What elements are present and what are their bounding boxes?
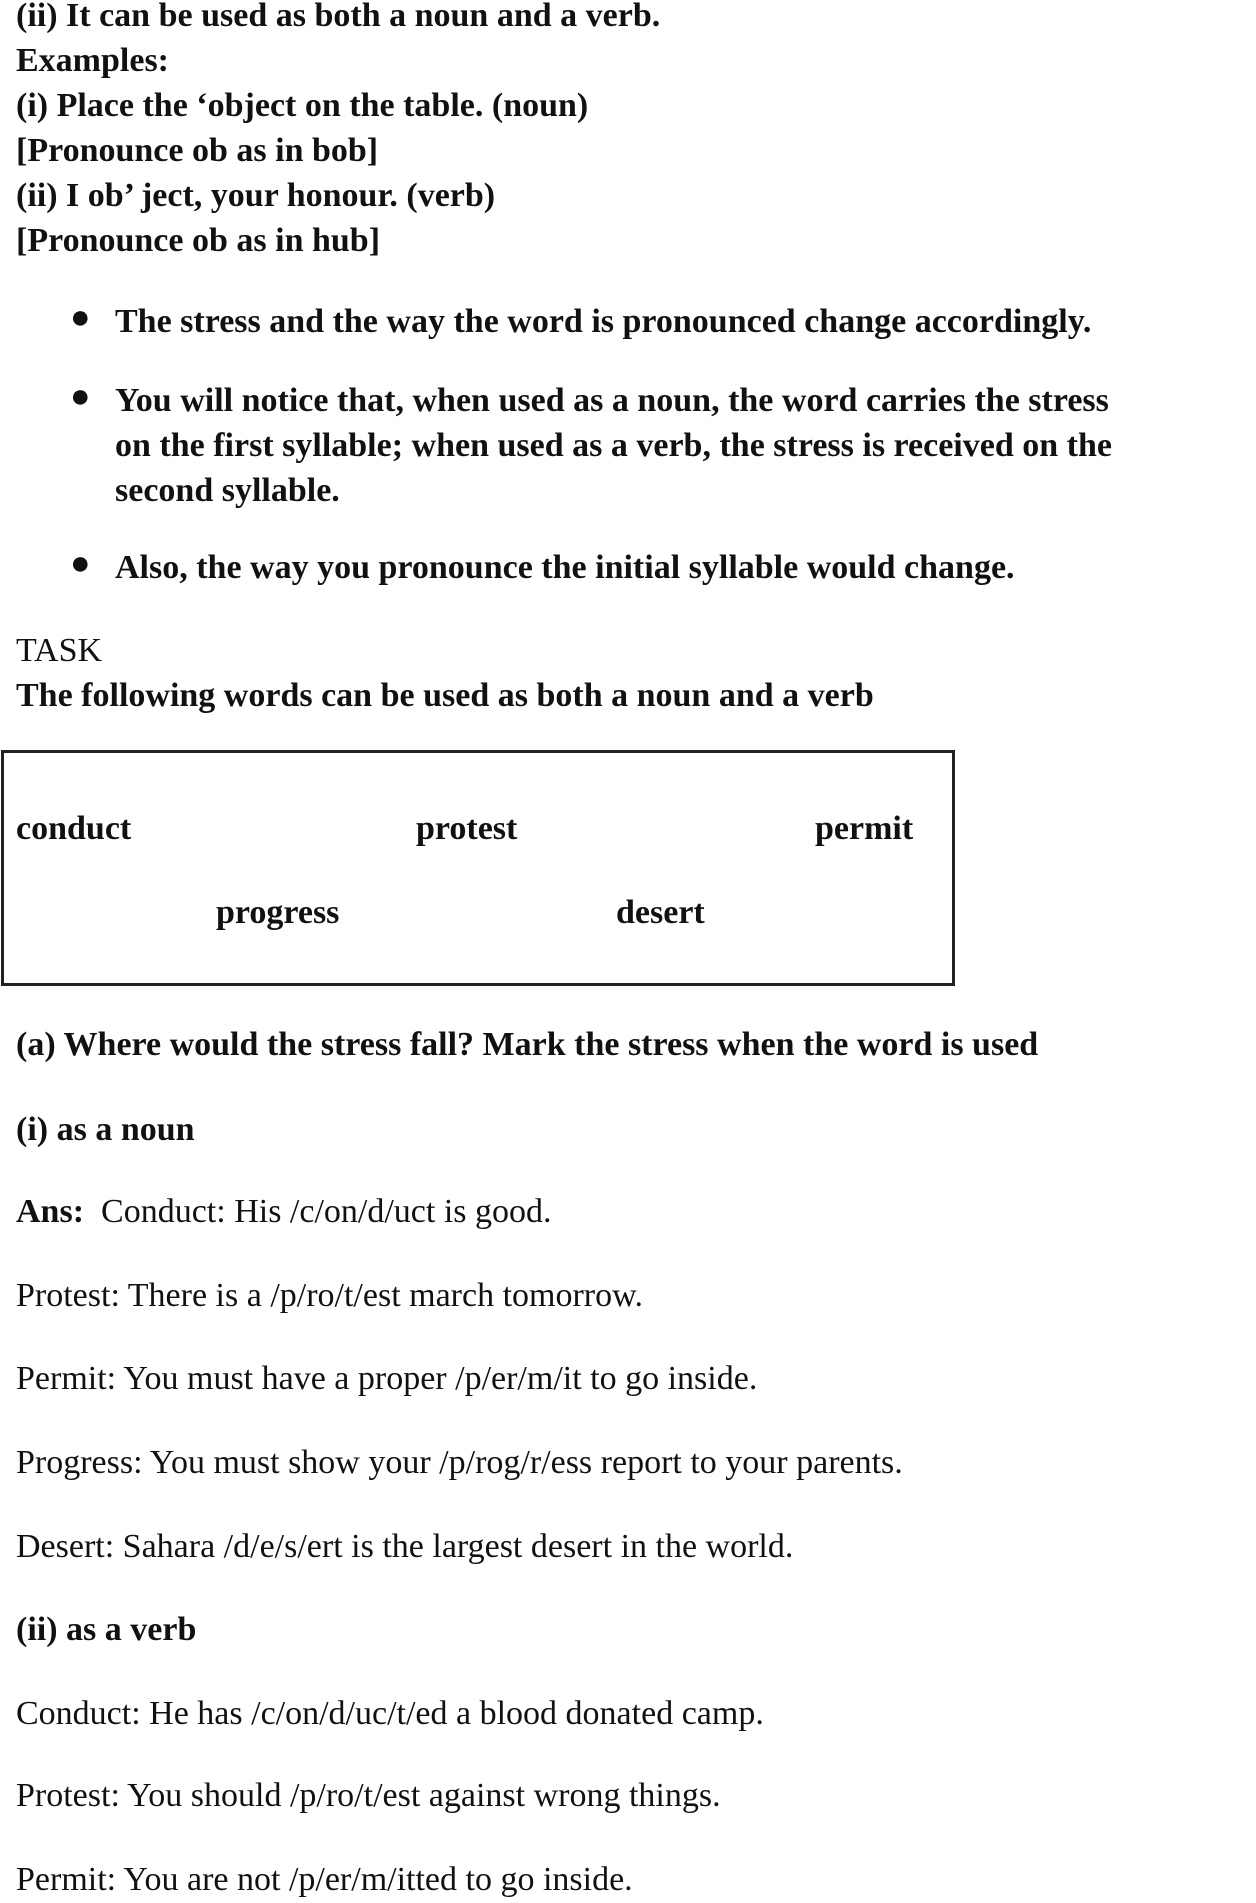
task-heading: TASK <box>16 632 103 669</box>
ans-label: Ans: <box>16 1193 85 1230</box>
word-protest: protest <box>416 810 518 847</box>
example-verb-note: [Pronounce ob as in hub] <box>16 222 381 259</box>
word-progress: progress <box>216 894 340 931</box>
bullet-text: You will notice that, when used as a noun, the word carries the stress <box>115 382 1109 419</box>
example-noun-note: [Pronounce ob as in bob] <box>16 132 379 169</box>
answer-line: Progress: You must show your /p/rog/r/ess report to your parents. <box>16 1444 903 1481</box>
bullet-text: second syllable. <box>115 472 340 509</box>
word-permit: permit <box>815 810 914 847</box>
task-instruction: The following words can be used as both a noun and a verb <box>16 677 874 714</box>
answer-line: Desert: Sahara /d/e/s/ert is the largest desert in the world. <box>16 1528 794 1565</box>
verb-heading: (ii) as a verb <box>16 1611 197 1648</box>
bullet-icon: ● <box>70 378 91 415</box>
bullet-text: Also, the way you pronounce the initial syllable would change. <box>115 549 1015 586</box>
answer-line: Protest: There is a /p/ro/t/est march tomorrow. <box>16 1277 643 1314</box>
bullet-text: on the first syllable; when used as a verb, the stress is received on the <box>115 427 1112 464</box>
examples-label: Examples: <box>16 42 169 79</box>
answer-line: Protest: You should /p/ro/t/est against wrong things. <box>16 1777 721 1814</box>
bullet-icon: ● <box>70 545 91 582</box>
question-a: (a) Where would the stress fall? Mark the stress when the word is used <box>16 1026 1039 1063</box>
bullet-icon: ● <box>70 299 91 336</box>
answer-line: Conduct: He has /c/on/d/uc/t/ed a blood donated camp. <box>16 1695 764 1732</box>
noun-heading: (i) as a noun <box>16 1111 195 1148</box>
answer-line: Permit: You are not /p/er/m/itted to go inside. <box>16 1861 633 1898</box>
example-noun: (i) Place the ‘object on the table. (noun) <box>16 87 589 124</box>
example-verb: (ii) I ob’ ject, your honour. (verb) <box>16 177 496 214</box>
bullet-text: The stress and the way the word is pronounced change accordingly. <box>115 303 1092 340</box>
intro-point: (ii) It can be used as both a noun and a verb. <box>16 0 661 34</box>
answer-line <box>16 1192 552 1232</box>
answer-line: Permit: You must have a proper /p/er/m/it to go inside. <box>16 1360 758 1397</box>
word-box <box>1 750 955 986</box>
word-conduct: conduct <box>16 810 132 847</box>
answer-text: Conduct: His /c/on/d/uct is good. <box>101 1193 552 1230</box>
word-desert: desert <box>616 894 705 931</box>
